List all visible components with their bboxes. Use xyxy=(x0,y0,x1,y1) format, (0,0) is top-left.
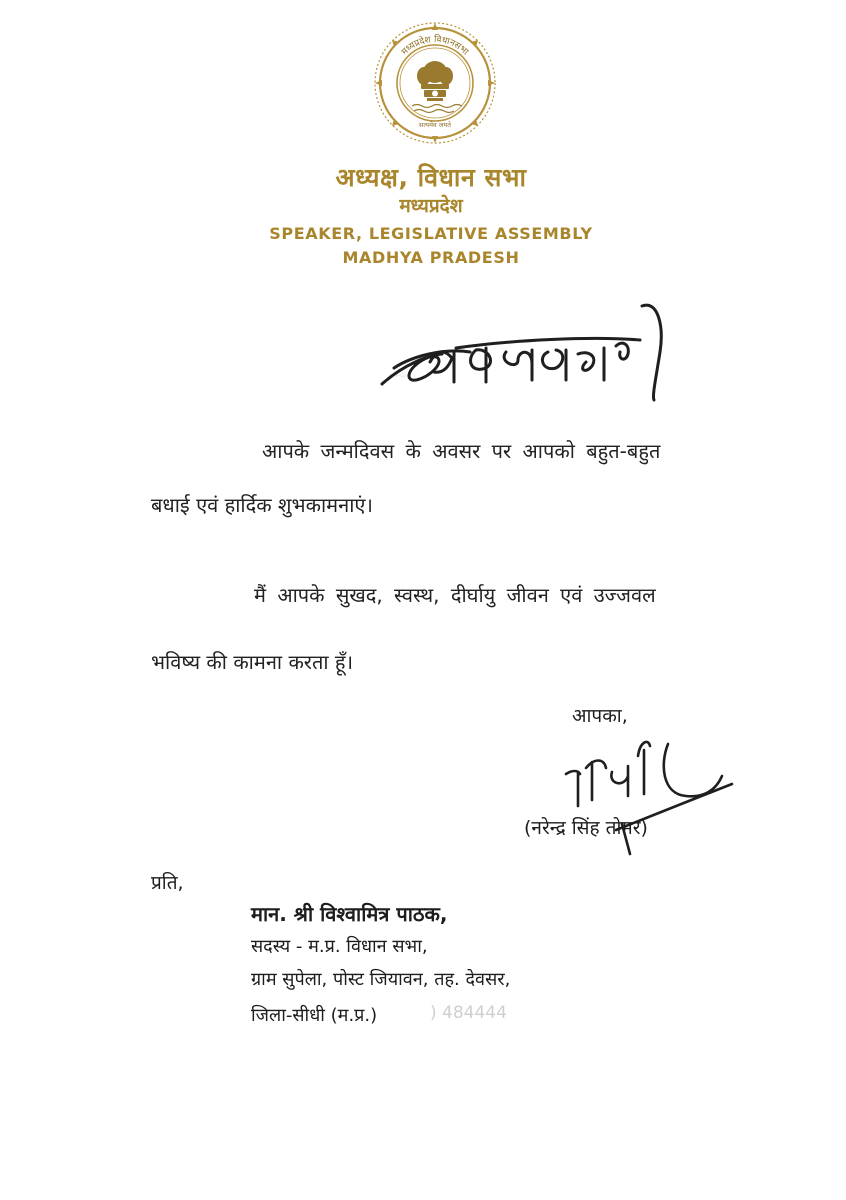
body-paragraph-1-line-2: बधाई एवं हार्दिक शुभकामनाएं। xyxy=(151,493,374,517)
recipient-district: जिला-सीधी (म.प्र.) xyxy=(251,1005,378,1026)
emblem-arc-text: मध्यप्रदेश विधानसभा xyxy=(399,34,471,58)
letterhead-title-english: SPEAKER, LEGISLATIVE ASSEMBLY xyxy=(269,224,593,243)
recipient-name: मान. श्री विश्वामित्र पाठक, xyxy=(251,902,448,926)
body-paragraph-2-line-1: मैं आपके सुखद, स्वस्थ, दीर्घायु जीवन एवं उज्जवल xyxy=(254,583,656,607)
recipient-address: ग्राम सुपेला, पोस्ट जियावन, तह. देवसर, xyxy=(251,969,511,990)
handwritten-salutation xyxy=(372,296,682,406)
body-paragraph-1-line-1: आपके जन्मदिवस के अवसर पर आपको बहुत-बहुत xyxy=(262,439,661,463)
recipient-designation: सदस्य - म.प्र. विधान सभा, xyxy=(251,936,428,957)
recipient-label: प्रति, xyxy=(151,872,184,894)
signatory-name: (नरेन्द्र सिंह तोमर) xyxy=(524,817,648,839)
emblem-motto: सत्यमेव जयते xyxy=(419,121,451,129)
assembly-emblem-seal xyxy=(372,20,498,146)
letterhead-title-hindi: अध्यक्ष, विधान सभा xyxy=(335,163,527,192)
bleed-through-mark: ~ xyxy=(394,366,408,385)
letterhead-state-english: MADHYA PRADESH xyxy=(342,248,520,267)
letterhead-state-hindi: मध्यप्रदेश xyxy=(399,195,463,217)
recipient-pin-faint: ) 484444 xyxy=(430,1003,507,1023)
valediction: आपका, xyxy=(572,705,628,727)
body-paragraph-2-line-2: भविष्य की कामना करता हूँ। xyxy=(151,650,354,674)
